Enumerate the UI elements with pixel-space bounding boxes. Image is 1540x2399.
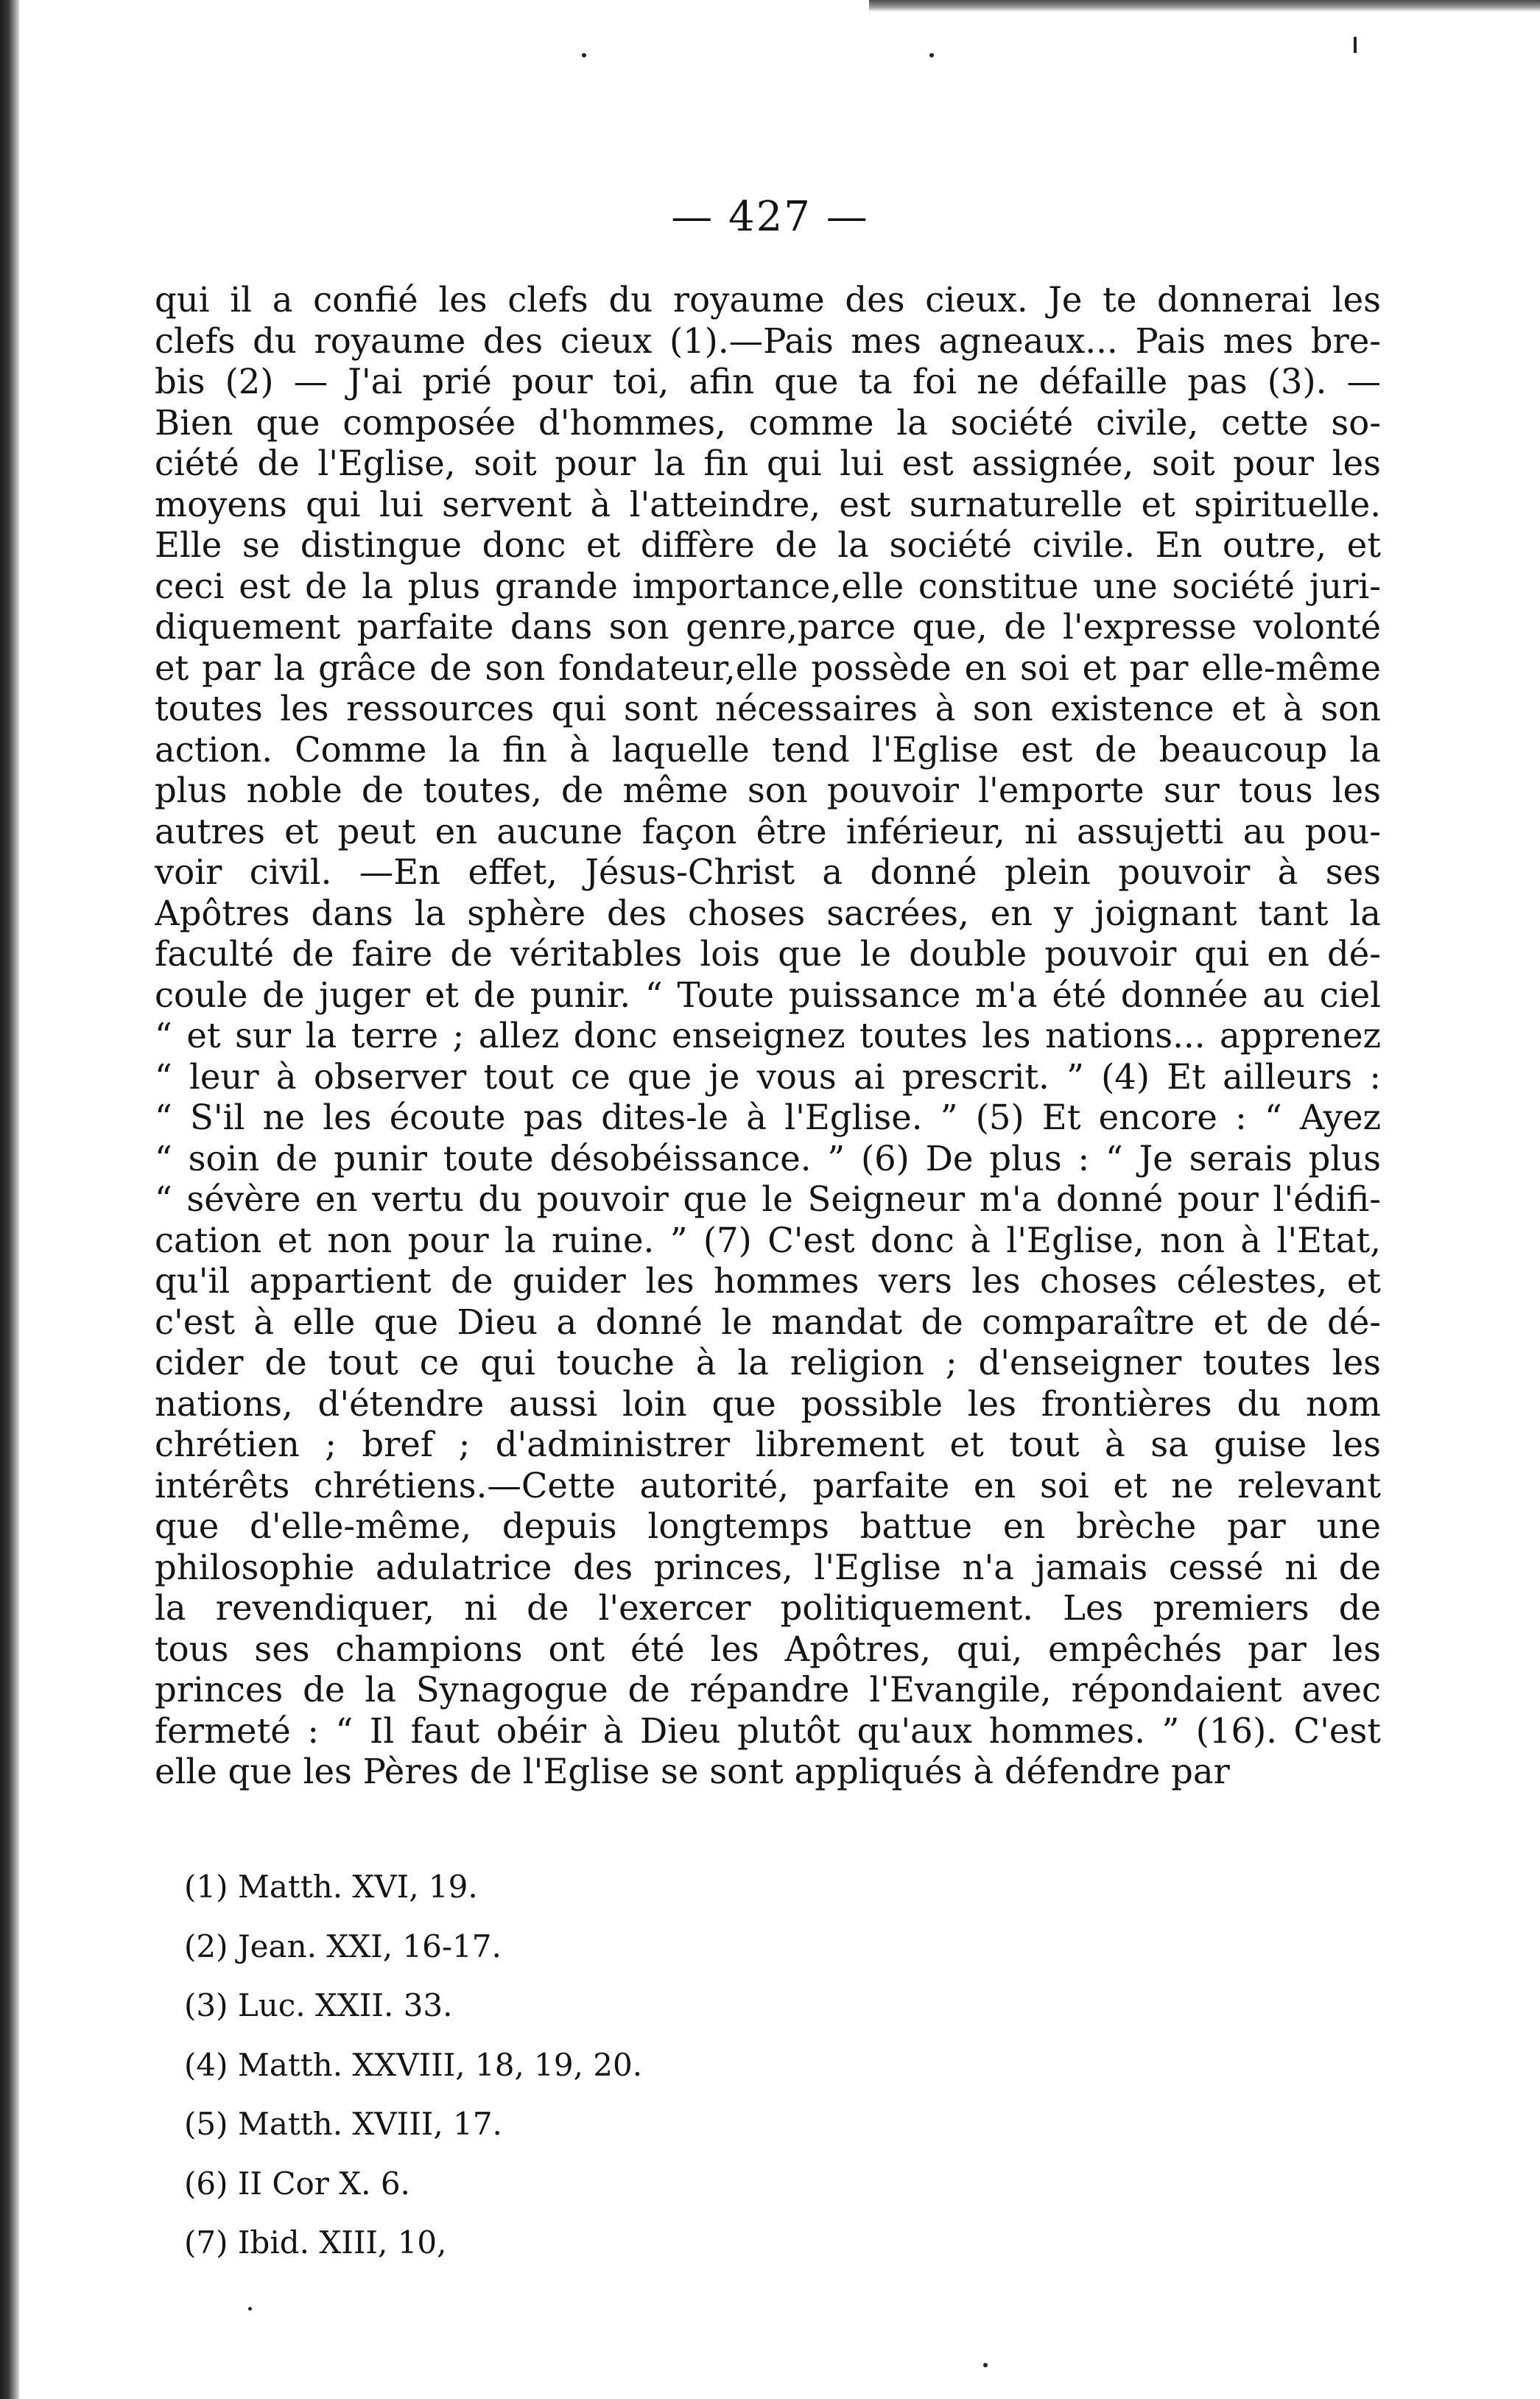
text-line: faculté de faire de véritables lois que le double pouvoir qui en dé- (155, 934, 1381, 974)
footnote: (4) Matth. XXVIII, 18, 19, 20. (184, 2046, 643, 2083)
text-line: ciété de l'Eglise, soit pour la fin qui lui est assignée, soit pour les (155, 443, 1381, 483)
text-line: chrétien ; bref ; d'administrer librement et tout à sa guise les (155, 1425, 1381, 1464)
text-line: plus noble de toutes, de même son pouvoir l'emporte sur tous les (155, 770, 1381, 810)
body-text (155, 280, 1381, 1793)
footnote: (2) Jean. XXI, 16-17. (184, 1928, 502, 1964)
scan-speck (248, 2307, 252, 2311)
text-line: cation et non pour la ruine. ” (7) C'est donc à l'Eglise, non à l'Etat, (155, 1220, 1381, 1260)
footnote: (7) Ibid. XIII, 10, (184, 2224, 447, 2261)
footnotes (184, 1858, 642, 2273)
scan-speck (983, 2363, 988, 2367)
text-line: qu'il appartient de guider les hommes vers les choses célestes, et (155, 1261, 1381, 1301)
scan-speck (1354, 37, 1357, 53)
text-line: coule de juger et de punir. “ Toute puissance m'a été donnée au ciel (155, 974, 1381, 1015)
text-line: moyens qui lui servent à l'atteindre, est surnaturelle et spirituelle. (155, 484, 1381, 524)
text-line: bis (2) — J'ai prié pour toi, afin que ta foi ne défaille pas (3). — (155, 362, 1381, 401)
page-number: — 427 — (671, 193, 869, 241)
text-line: cider de tout ce qui touche à la religion ; d'enseigner toutes les (155, 1343, 1381, 1383)
text-line: action. Comme la fin à laquelle tend l'Eglise est de beaucoup la (155, 729, 1381, 770)
text-line: fermeté : “ Il faut obéir à Dieu plutôt qu'aux hommes. ” (16). C'est (155, 1710, 1381, 1751)
footnote: (1) Matth. XVI, 19. (184, 1869, 478, 1905)
text-line: Elle se distingue donc et diffère de la société civile. En outre, et (155, 525, 1381, 565)
footnote: (5) Matth. XVIII, 17. (184, 2106, 502, 2142)
text-line: voir civil. —En effet, Jésus-Christ a donné plein pouvoir à ses (155, 852, 1381, 892)
text-line: “ sévère en vertu du pouvoir que le Seigneur m'a donné pour l'édifi- (155, 1179, 1381, 1219)
text-line: intérêts chrétiens.—Cette autorité, parfaite en soi et ne relevant (155, 1465, 1381, 1506)
text-line: tous ses champions ont été les Apôtres, qui, empêchés par les (155, 1629, 1381, 1669)
text-line: “ S'il ne les écoute pas dites-le à l'Eglise. ” (5) Et encore : “ Ayez (155, 1097, 1381, 1137)
text-line: et par la grâce de son fondateur,elle possède en soi et par elle-même (155, 647, 1381, 688)
footnote: (6) II Cor X. 6. (184, 2165, 410, 2202)
text-line: “ leur à observer tout ce que je vous ai prescrit. ” (4) Et ailleurs : (155, 1056, 1381, 1097)
text-line: elle que les Pères de l'Eglise se sont appliqués à défendre par (155, 1752, 1230, 1791)
scan-speck (582, 53, 586, 57)
scan-speck (929, 53, 934, 57)
footnote: (3) Luc. XXII. 33. (184, 1987, 453, 2023)
text-line: diquement parfaite dans son genre,parce que, de l'expresse volonté (155, 607, 1381, 647)
text-line: “ et sur la terre ; allez donc enseignez toutes les nations... apprenez (155, 1016, 1381, 1056)
scan-edge-top (869, 0, 1540, 12)
text-line: “ soin de punir toute désobéissance. ” (6) De plus : “ Je serais plus (155, 1138, 1381, 1179)
text-line: princes de la Synagogue de répandre l'Evangile, répondaient avec (155, 1670, 1381, 1710)
text-line: autres et peut en aucune façon être inférieur, ni assujetti au pou- (155, 811, 1381, 851)
scan-edge-left (0, 0, 19, 2399)
text-line: ceci est de la plus grande importance,elle constitue une société juri- (155, 566, 1381, 606)
text-line: philosophie adulatrice des princes, l'Eglise n'a jamais cessé ni de (155, 1547, 1381, 1587)
text-line: Apôtres dans la sphère des choses sacrées, en y joignant tant la (155, 893, 1381, 933)
text-line: nations, d'étendre aussi loin que possible les frontières du nom (155, 1383, 1381, 1424)
text-line: toutes les ressources qui sont nécessaires à son existence et à son (155, 689, 1381, 728)
text-line: Bien que composée d'hommes, comme la société civile, cette so- (155, 402, 1381, 443)
text-line: clefs du royaume des cieux (1).—Pais mes agneaux... Pais mes bre- (155, 320, 1381, 361)
text-line: que d'elle-même, depuis longtemps battue en brèche par une (155, 1506, 1381, 1546)
text-line: c'est à elle que Dieu a donné le mandat de comparaître et de dé- (155, 1302, 1381, 1342)
text-line: la revendiquer, ni de l'exercer politiquement. Les premiers de (155, 1588, 1381, 1628)
text-line: qui il a confié les clefs du royaume des cieux. Je te donnerai les (155, 280, 1381, 320)
